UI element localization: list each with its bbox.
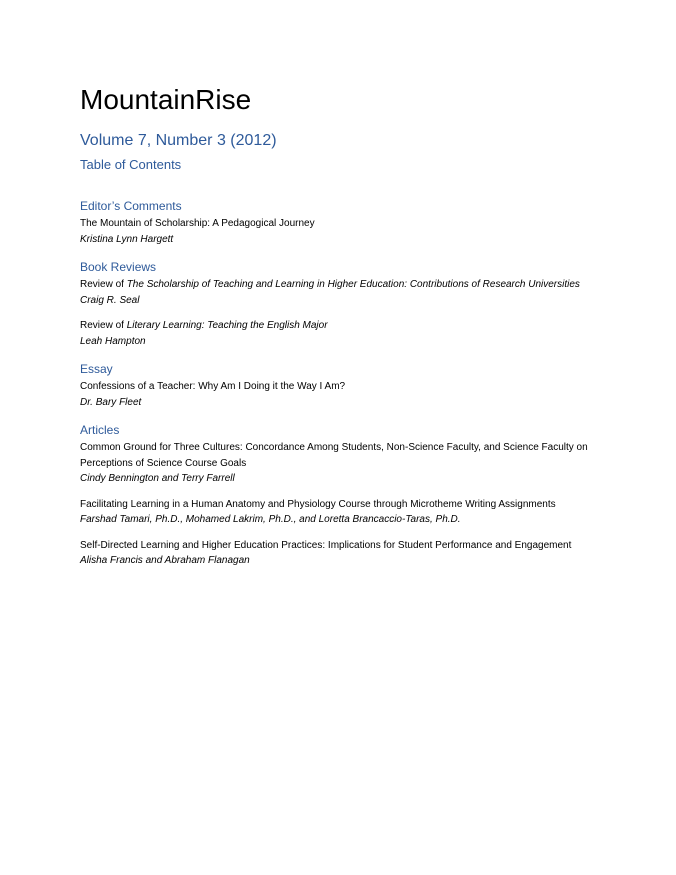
toc-entry[interactable] [80,379,620,410]
entry-authors: Craig R. Seal [80,294,140,306]
entry-authors: Leah Hampton [80,335,146,347]
journal-title: MountainRise [80,84,252,115]
entry-title[interactable] [80,318,620,334]
entry-title-book: The Scholarship of Teaching and Learning in Higher Education: Contributions of Research Universities [126,279,580,290]
toc-entry[interactable] [80,497,620,528]
entry-title[interactable]: The Mountain of Scholarship: A Pedagogical Journey [80,218,315,229]
entry-authors: Kristina Lynn Hargett [80,233,174,245]
entry-title-book: Literary Learning: Teaching the English Major [126,320,328,331]
entry-title[interactable]: Common Ground for Three Cultures: Concordance Among Students, Non-Science Faculty, and Science Faculty on Perceptions of Science Course Goals [80,442,588,469]
toc-entry[interactable] [80,440,620,487]
section-heading: Essay [80,362,113,376]
issue-title: Volume 7, Number 3 (2012) [80,132,277,149]
entry-authors: Cindy Bennington and Terry Farrell [80,473,235,484]
page-content [80,80,620,569]
section-articles [80,422,620,569]
section-book-reviews [80,259,620,349]
entry-authors: Alisha Francis and Abraham Flanagan [80,555,250,566]
entry-authors: Dr. Bary Fleet [80,396,142,408]
toc-entry[interactable] [80,318,620,349]
toc-entry[interactable] [80,277,620,308]
entry-title[interactable]: Confessions of a Teacher: Why Am I Doing it the Way I Am? [80,381,346,392]
section-heading: Articles [80,423,120,437]
section-heading: Editor’s Comments [80,199,182,213]
toc-entry[interactable] [80,538,620,569]
section-editors-comments [80,198,620,247]
entry-title[interactable]: Facilitating Learning in a Human Anatomy and Physiology Course through Microtheme Writing Assignments [80,498,556,510]
toc-entry[interactable] [80,216,620,247]
toc-label: Table of Contents [80,157,182,172]
entry-title[interactable]: Self-Directed Learning and Higher Education Practices: Implications for Student Performance and Engagement [80,539,572,551]
entry-authors: Farshad Tamari, Ph.D., Mohamed Lakrim, Ph.D., and Loretta Brancaccio-Taras, Ph.D. [80,514,461,525]
entry-title[interactable] [80,277,620,293]
entry-title-prefix: Review of [80,320,127,331]
section-essay [80,361,620,410]
entry-title-prefix: Review of [80,279,127,290]
section-heading: Book Reviews [80,260,157,274]
